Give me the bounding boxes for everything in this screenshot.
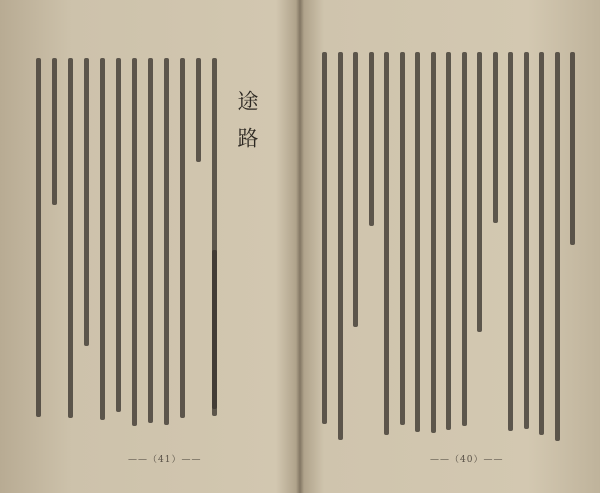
text-line-placeholder: [570, 52, 575, 245]
text-line-placeholder: [52, 58, 57, 205]
text-line-placeholder: [338, 52, 343, 440]
text-line-placeholder: [555, 52, 560, 441]
text-line-placeholder: [477, 52, 482, 332]
text-line-placeholder: [446, 52, 451, 430]
text-line-placeholder: [212, 250, 217, 416]
text-line-placeholder: [462, 52, 467, 426]
text-line-placeholder: [132, 58, 137, 426]
text-line-placeholder: [400, 52, 405, 425]
text-line-placeholder: [68, 58, 73, 418]
text-line-placeholder: [148, 58, 153, 423]
text-line-placeholder: [116, 58, 121, 412]
text-line-placeholder: [369, 52, 374, 226]
left-page: [0, 0, 298, 493]
essay-title: 途路: [235, 90, 259, 164]
right-page-number: ——（40）——: [430, 455, 504, 465]
text-line-placeholder: [180, 58, 185, 418]
text-line-placeholder: [353, 52, 358, 327]
left-page-number: ——（41）——: [128, 455, 202, 465]
text-line-placeholder: [164, 58, 169, 425]
text-line-placeholder: [431, 52, 436, 433]
text-line-placeholder: [415, 52, 420, 432]
text-line-placeholder: [539, 52, 544, 435]
text-line-placeholder: [84, 58, 89, 346]
text-line-placeholder: [384, 52, 389, 435]
text-line-placeholder: [36, 58, 41, 417]
text-line-placeholder: [493, 52, 498, 223]
text-line-placeholder: [100, 58, 105, 420]
text-line-placeholder: [508, 52, 513, 431]
text-line-placeholder: [322, 52, 327, 424]
text-line-placeholder: [524, 52, 529, 429]
text-line-placeholder: [196, 58, 201, 162]
right-page: [302, 0, 600, 493]
